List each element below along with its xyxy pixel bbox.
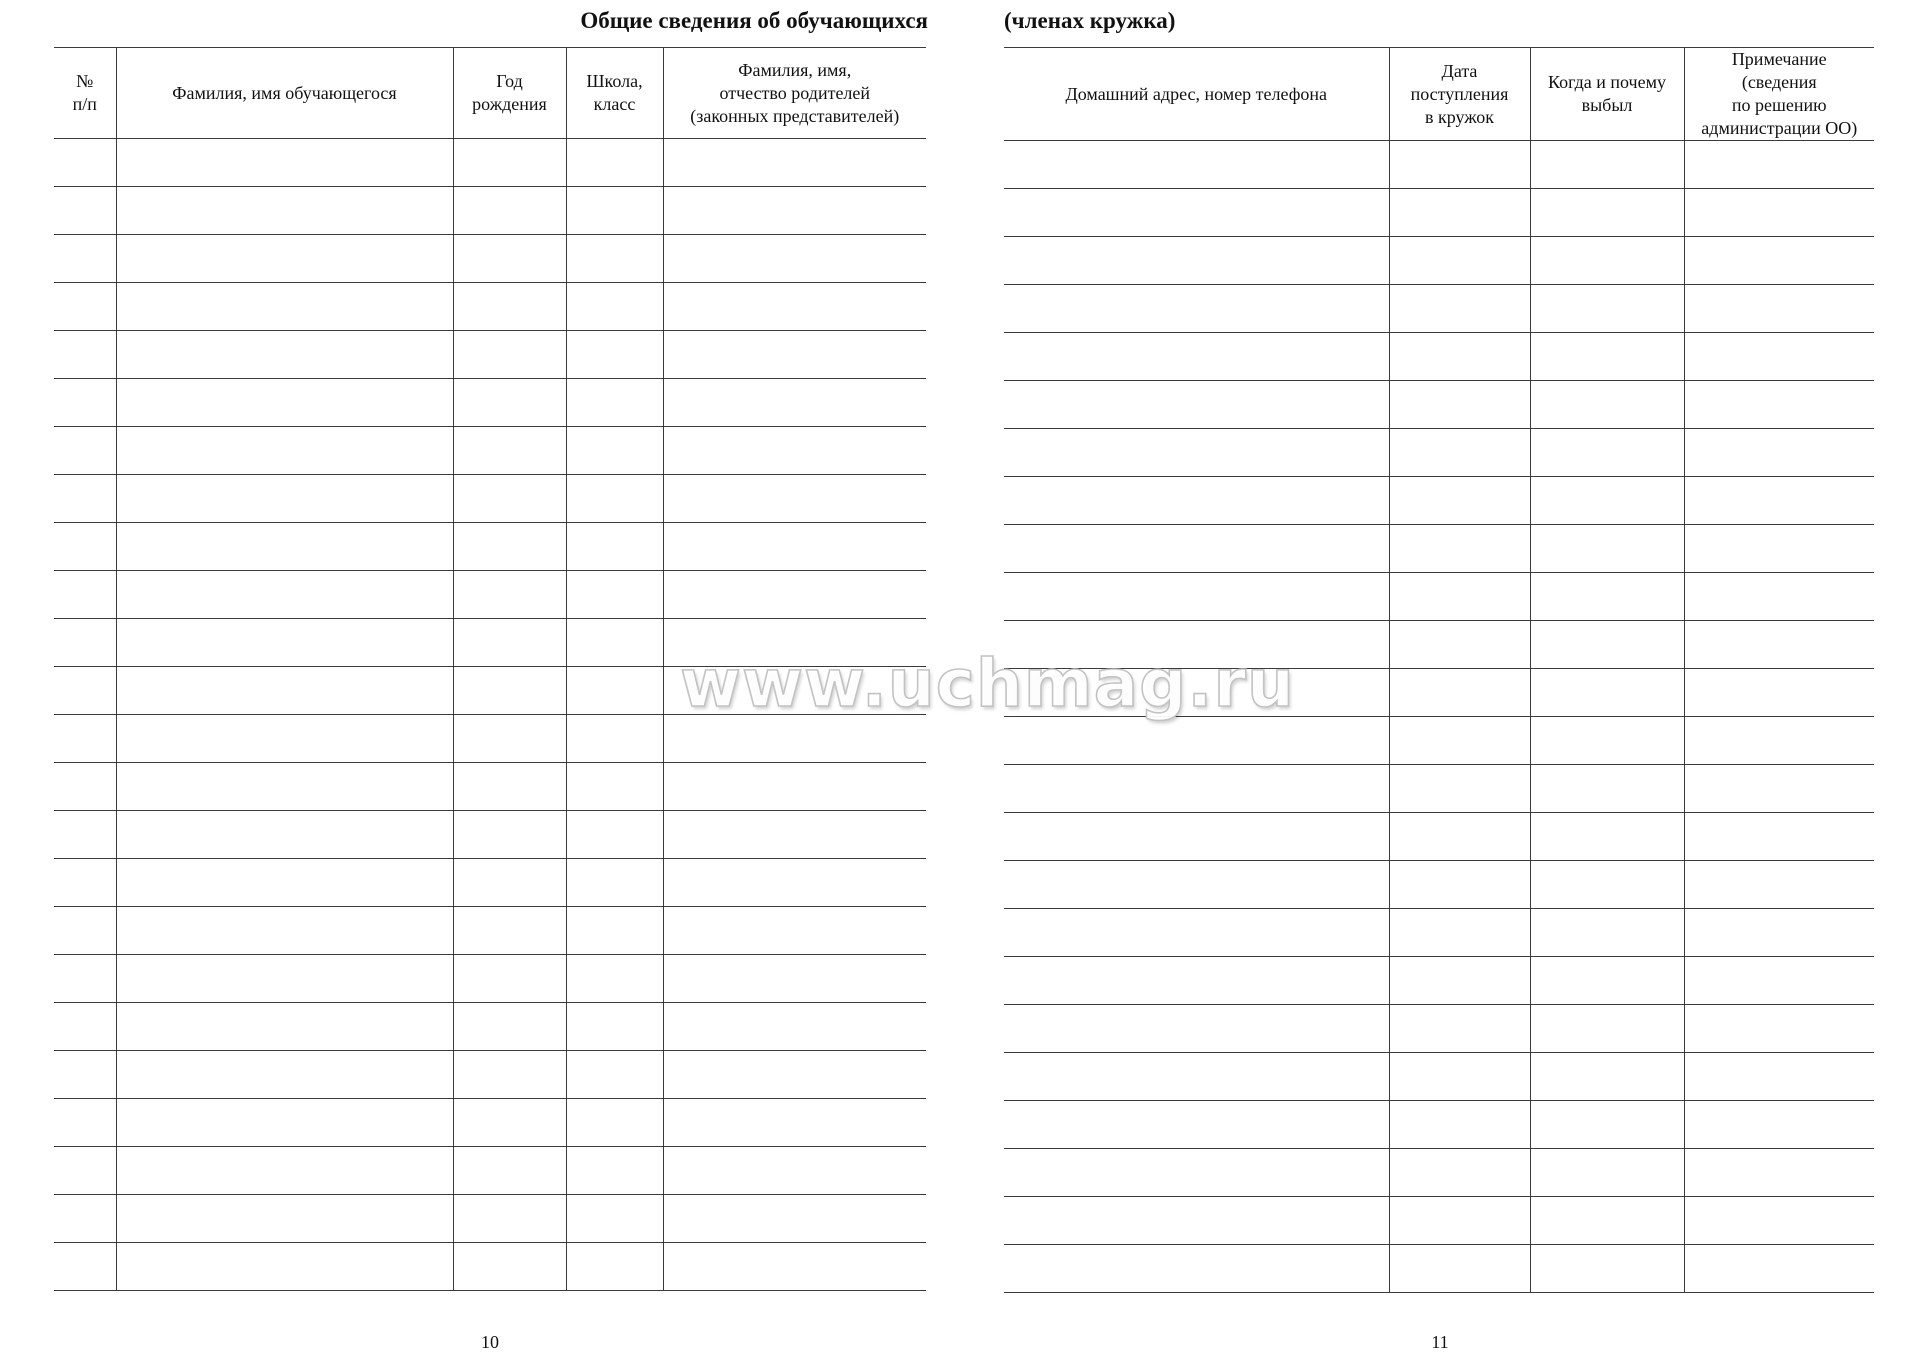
table-cell [453, 235, 566, 283]
table-cell [1389, 525, 1530, 573]
table-cell [1389, 285, 1530, 333]
table-row [54, 571, 926, 619]
table-header-row [54, 48, 926, 139]
table-cell [663, 1243, 926, 1291]
table-cell [1004, 765, 1389, 813]
table-row [1004, 1005, 1874, 1053]
table-cell [116, 907, 453, 955]
table-row [54, 619, 926, 667]
table-row [54, 139, 926, 187]
table-cell [54, 427, 116, 475]
table-cell [1389, 669, 1530, 717]
table-cell [663, 1147, 926, 1195]
table-cell [1530, 525, 1684, 573]
table-cell [453, 619, 566, 667]
table-cell [116, 763, 453, 811]
table-cell [1530, 765, 1684, 813]
table-cell [1004, 429, 1389, 477]
table-row [54, 763, 926, 811]
table-cell [566, 1243, 663, 1291]
table-cell [54, 715, 116, 763]
table-cell [116, 955, 453, 1003]
table-cell [453, 187, 566, 235]
table-cell [1004, 717, 1389, 765]
table-row [1004, 813, 1874, 861]
table-cell [1004, 1197, 1389, 1245]
table-cell [566, 619, 663, 667]
table-row [1004, 621, 1874, 669]
column-header-parents: Фамилия, имя, отчество родителей (законных представителей) [663, 48, 926, 139]
table-cell [566, 763, 663, 811]
table-cell [116, 187, 453, 235]
table-cell [116, 1147, 453, 1195]
table-cell [1684, 573, 1874, 621]
table-cell [116, 523, 453, 571]
table-cell [54, 1195, 116, 1243]
table-cell [1004, 573, 1389, 621]
table-row [54, 1195, 926, 1243]
table-row [54, 1243, 926, 1291]
table-row [54, 475, 926, 523]
table-cell [116, 139, 453, 187]
table-cell [663, 1099, 926, 1147]
table-cell [453, 907, 566, 955]
table-cell [663, 763, 926, 811]
table-cell [54, 139, 116, 187]
table-cell [1530, 1101, 1684, 1149]
table-row [54, 715, 926, 763]
table-cell [1684, 285, 1874, 333]
table-row [54, 1099, 926, 1147]
table-cell [116, 379, 453, 427]
table-cell [1530, 1245, 1684, 1293]
table-cell [1389, 477, 1530, 525]
table-cell [663, 331, 926, 379]
table-cell [1530, 285, 1684, 333]
table-cell [1684, 765, 1874, 813]
students-register-table-left [54, 47, 926, 1291]
table-cell [1684, 477, 1874, 525]
table-cell [1684, 909, 1874, 957]
table-row [1004, 429, 1874, 477]
table-cell [116, 475, 453, 523]
table-cell [1684, 621, 1874, 669]
table-cell [1004, 141, 1389, 189]
table-body-left [54, 139, 926, 1291]
table-cell [1004, 1149, 1389, 1197]
table-row [54, 331, 926, 379]
table-cell [663, 1195, 926, 1243]
table-cell [1530, 813, 1684, 861]
table-cell [663, 571, 926, 619]
table-cell [1389, 957, 1530, 1005]
column-header-birth-year: Год рождения [453, 48, 566, 139]
table-cell [54, 475, 116, 523]
table-cell [1684, 141, 1874, 189]
table-cell [566, 571, 663, 619]
table-cell [1684, 525, 1874, 573]
table-cell [116, 811, 453, 859]
table-cell [663, 667, 926, 715]
table-cell [566, 859, 663, 907]
table-cell [566, 1003, 663, 1051]
table-cell [1389, 1053, 1530, 1101]
table-cell [116, 1195, 453, 1243]
table-cell [1684, 381, 1874, 429]
table-row [1004, 765, 1874, 813]
table-cell [453, 1051, 566, 1099]
table-cell [1004, 1053, 1389, 1101]
table-cell [1004, 1101, 1389, 1149]
table-cell [663, 907, 926, 955]
table-cell [663, 619, 926, 667]
table-cell [1684, 1245, 1874, 1293]
table-cell [566, 523, 663, 571]
table-cell [1684, 669, 1874, 717]
table-cell [663, 283, 926, 331]
table-cell [663, 811, 926, 859]
table-row [1004, 573, 1874, 621]
table-cell [1389, 333, 1530, 381]
table-cell [54, 1099, 116, 1147]
page-number-right: 11 [1431, 1332, 1449, 1352]
table-cell [453, 763, 566, 811]
table-cell [116, 667, 453, 715]
table-cell [1004, 477, 1389, 525]
table-cell [663, 1003, 926, 1051]
table-cell [1684, 237, 1874, 285]
table-cell [1684, 717, 1874, 765]
table-row [54, 427, 926, 475]
table-cell [116, 859, 453, 907]
table-cell [453, 283, 566, 331]
page-number-left: 10 [481, 1332, 499, 1352]
table-row [1004, 141, 1874, 189]
table-cell [453, 667, 566, 715]
table-cell [1684, 1005, 1874, 1053]
table-cell [663, 139, 926, 187]
table-row [54, 955, 926, 1003]
table-cell [54, 1147, 116, 1195]
table-cell [54, 187, 116, 235]
table-row [1004, 861, 1874, 909]
table-cell [566, 1099, 663, 1147]
table-row [54, 667, 926, 715]
table-cell [663, 427, 926, 475]
table-row [1004, 189, 1874, 237]
table-cell [1389, 141, 1530, 189]
table-row [54, 859, 926, 907]
students-register-table-right [1004, 47, 1874, 1293]
table-cell [1684, 1053, 1874, 1101]
table-cell [566, 187, 663, 235]
table-row [1004, 333, 1874, 381]
table-cell [1684, 333, 1874, 381]
right-page-title: (членах кружка) [1004, 8, 1176, 33]
table-cell [1684, 1197, 1874, 1245]
table-cell [1530, 909, 1684, 957]
table-cell [566, 283, 663, 331]
table-cell [1004, 813, 1389, 861]
table-row [1004, 1245, 1874, 1293]
table-cell [663, 715, 926, 763]
table-cell [54, 523, 116, 571]
table-cell [1389, 1005, 1530, 1053]
table-cell [54, 1051, 116, 1099]
table-cell [54, 667, 116, 715]
table-cell [1389, 813, 1530, 861]
table-cell [453, 1099, 566, 1147]
table-cell [453, 1003, 566, 1051]
table-cell [116, 331, 453, 379]
table-cell [54, 907, 116, 955]
table-cell [116, 1099, 453, 1147]
table-cell [1530, 669, 1684, 717]
table-cell [1389, 237, 1530, 285]
table-row [1004, 909, 1874, 957]
column-header-join-date: Дата поступления в кружок [1389, 48, 1530, 141]
table-cell [453, 811, 566, 859]
table-cell [1684, 1149, 1874, 1197]
table-row [1004, 1149, 1874, 1197]
table-row [1004, 1101, 1874, 1149]
table-cell [1530, 141, 1684, 189]
table-cell [1389, 1149, 1530, 1197]
table-row [1004, 717, 1874, 765]
table-cell [116, 1003, 453, 1051]
column-header-note: Примечание (сведения по решению администрации ОО) [1684, 48, 1874, 141]
table-cell [1530, 237, 1684, 285]
table-cell [663, 235, 926, 283]
table-cell [453, 1147, 566, 1195]
table-row [1004, 285, 1874, 333]
table-cell [663, 523, 926, 571]
table-cell [1530, 333, 1684, 381]
table-cell [54, 379, 116, 427]
table-cell [1684, 1101, 1874, 1149]
table-cell [54, 571, 116, 619]
table-cell [1389, 717, 1530, 765]
table-row [54, 187, 926, 235]
table-cell [1684, 813, 1874, 861]
table-cell [1530, 429, 1684, 477]
table-row [1004, 477, 1874, 525]
table-cell [453, 379, 566, 427]
table-cell [116, 235, 453, 283]
table-cell [54, 1243, 116, 1291]
table-cell [1530, 1053, 1684, 1101]
table-header-row [1004, 48, 1874, 141]
table-row [1004, 381, 1874, 429]
column-header-school-class: Школа, класс [566, 48, 663, 139]
table-cell [663, 1051, 926, 1099]
table-cell [54, 1003, 116, 1051]
table-cell [54, 283, 116, 331]
table-cell [1684, 429, 1874, 477]
table-cell [453, 955, 566, 1003]
table-row [54, 235, 926, 283]
table-cell [566, 955, 663, 1003]
table-cell [1530, 621, 1684, 669]
table-cell [1389, 1197, 1530, 1245]
table-cell [453, 331, 566, 379]
table-cell [1530, 189, 1684, 237]
table-cell [566, 907, 663, 955]
table-cell [566, 475, 663, 523]
table-cell [453, 475, 566, 523]
table-cell [1530, 861, 1684, 909]
column-header-number: № п/п [54, 48, 116, 139]
table-cell [1004, 189, 1389, 237]
table-cell [1004, 909, 1389, 957]
table-cell [663, 379, 926, 427]
table-cell [1389, 861, 1530, 909]
table-cell [1004, 861, 1389, 909]
table-cell [1004, 333, 1389, 381]
table-cell [1004, 285, 1389, 333]
table-cell [1004, 1245, 1389, 1293]
table-cell [1389, 1245, 1530, 1293]
table-cell [1004, 237, 1389, 285]
table-cell [453, 859, 566, 907]
table-cell [1389, 429, 1530, 477]
table-cell [116, 427, 453, 475]
table-cell [453, 139, 566, 187]
table-cell [54, 235, 116, 283]
table-cell [663, 475, 926, 523]
table-cell [1389, 909, 1530, 957]
table-cell [1684, 189, 1874, 237]
table-cell [54, 331, 116, 379]
table-cell [1004, 381, 1389, 429]
table-body-right [1004, 141, 1874, 1293]
table-cell [1530, 717, 1684, 765]
table-cell [453, 1243, 566, 1291]
table-cell [453, 523, 566, 571]
table-cell [453, 571, 566, 619]
table-cell [54, 763, 116, 811]
table-cell [663, 187, 926, 235]
watermark: www.uchmag.ru [680, 645, 1296, 722]
table-cell [54, 811, 116, 859]
table-cell [566, 139, 663, 187]
table-cell [116, 571, 453, 619]
table-cell [566, 1147, 663, 1195]
table-cell [566, 331, 663, 379]
table-cell [1389, 765, 1530, 813]
table-row [54, 283, 926, 331]
column-header-student-name: Фамилия, имя обучающегося [116, 48, 453, 139]
table-cell [566, 715, 663, 763]
table-cell [663, 859, 926, 907]
table-row [1004, 669, 1874, 717]
table-row [54, 523, 926, 571]
table-row [54, 379, 926, 427]
table-cell [116, 715, 453, 763]
table-cell [453, 715, 566, 763]
table-cell [116, 1243, 453, 1291]
table-cell [1530, 477, 1684, 525]
table-row [1004, 1197, 1874, 1245]
table-cell [54, 955, 116, 1003]
table-row [54, 1147, 926, 1195]
column-header-address-phone: Домашний адрес, номер телефона [1004, 48, 1389, 141]
table-cell [566, 667, 663, 715]
table-cell [663, 955, 926, 1003]
table-row [54, 811, 926, 859]
table-cell [1004, 621, 1389, 669]
table-cell [1530, 381, 1684, 429]
table-cell [116, 619, 453, 667]
table-row [54, 1003, 926, 1051]
table-cell [1004, 1005, 1389, 1053]
table-cell [1004, 669, 1389, 717]
table-cell [1389, 1101, 1530, 1149]
table-cell [54, 619, 116, 667]
table-cell [1684, 957, 1874, 1005]
table-cell [1389, 381, 1530, 429]
left-page-title: Общие сведения об обучающихся [580, 8, 928, 33]
table-cell [1530, 1005, 1684, 1053]
table-cell [1389, 189, 1530, 237]
table-row [1004, 525, 1874, 573]
table-row [1004, 237, 1874, 285]
table-cell [566, 427, 663, 475]
table-cell [1530, 1149, 1684, 1197]
table-cell [453, 1195, 566, 1243]
table-cell [566, 1051, 663, 1099]
table-cell [1530, 957, 1684, 1005]
table-row [54, 907, 926, 955]
table-cell [1684, 861, 1874, 909]
table-cell [1389, 621, 1530, 669]
table-row [1004, 1053, 1874, 1101]
table-cell [453, 427, 566, 475]
table-cell [566, 811, 663, 859]
table-cell [566, 1195, 663, 1243]
table-cell [54, 859, 116, 907]
table-cell [1004, 525, 1389, 573]
table-row [1004, 957, 1874, 1005]
table-cell [1530, 1197, 1684, 1245]
table-cell [1530, 573, 1684, 621]
table-cell [1389, 573, 1530, 621]
table-cell [566, 235, 663, 283]
table-cell [116, 1051, 453, 1099]
table-cell [1004, 957, 1389, 1005]
column-header-left-when-why: Когда и почему выбыл [1530, 48, 1684, 141]
table-cell [116, 283, 453, 331]
table-cell [566, 379, 663, 427]
table-row [54, 1051, 926, 1099]
